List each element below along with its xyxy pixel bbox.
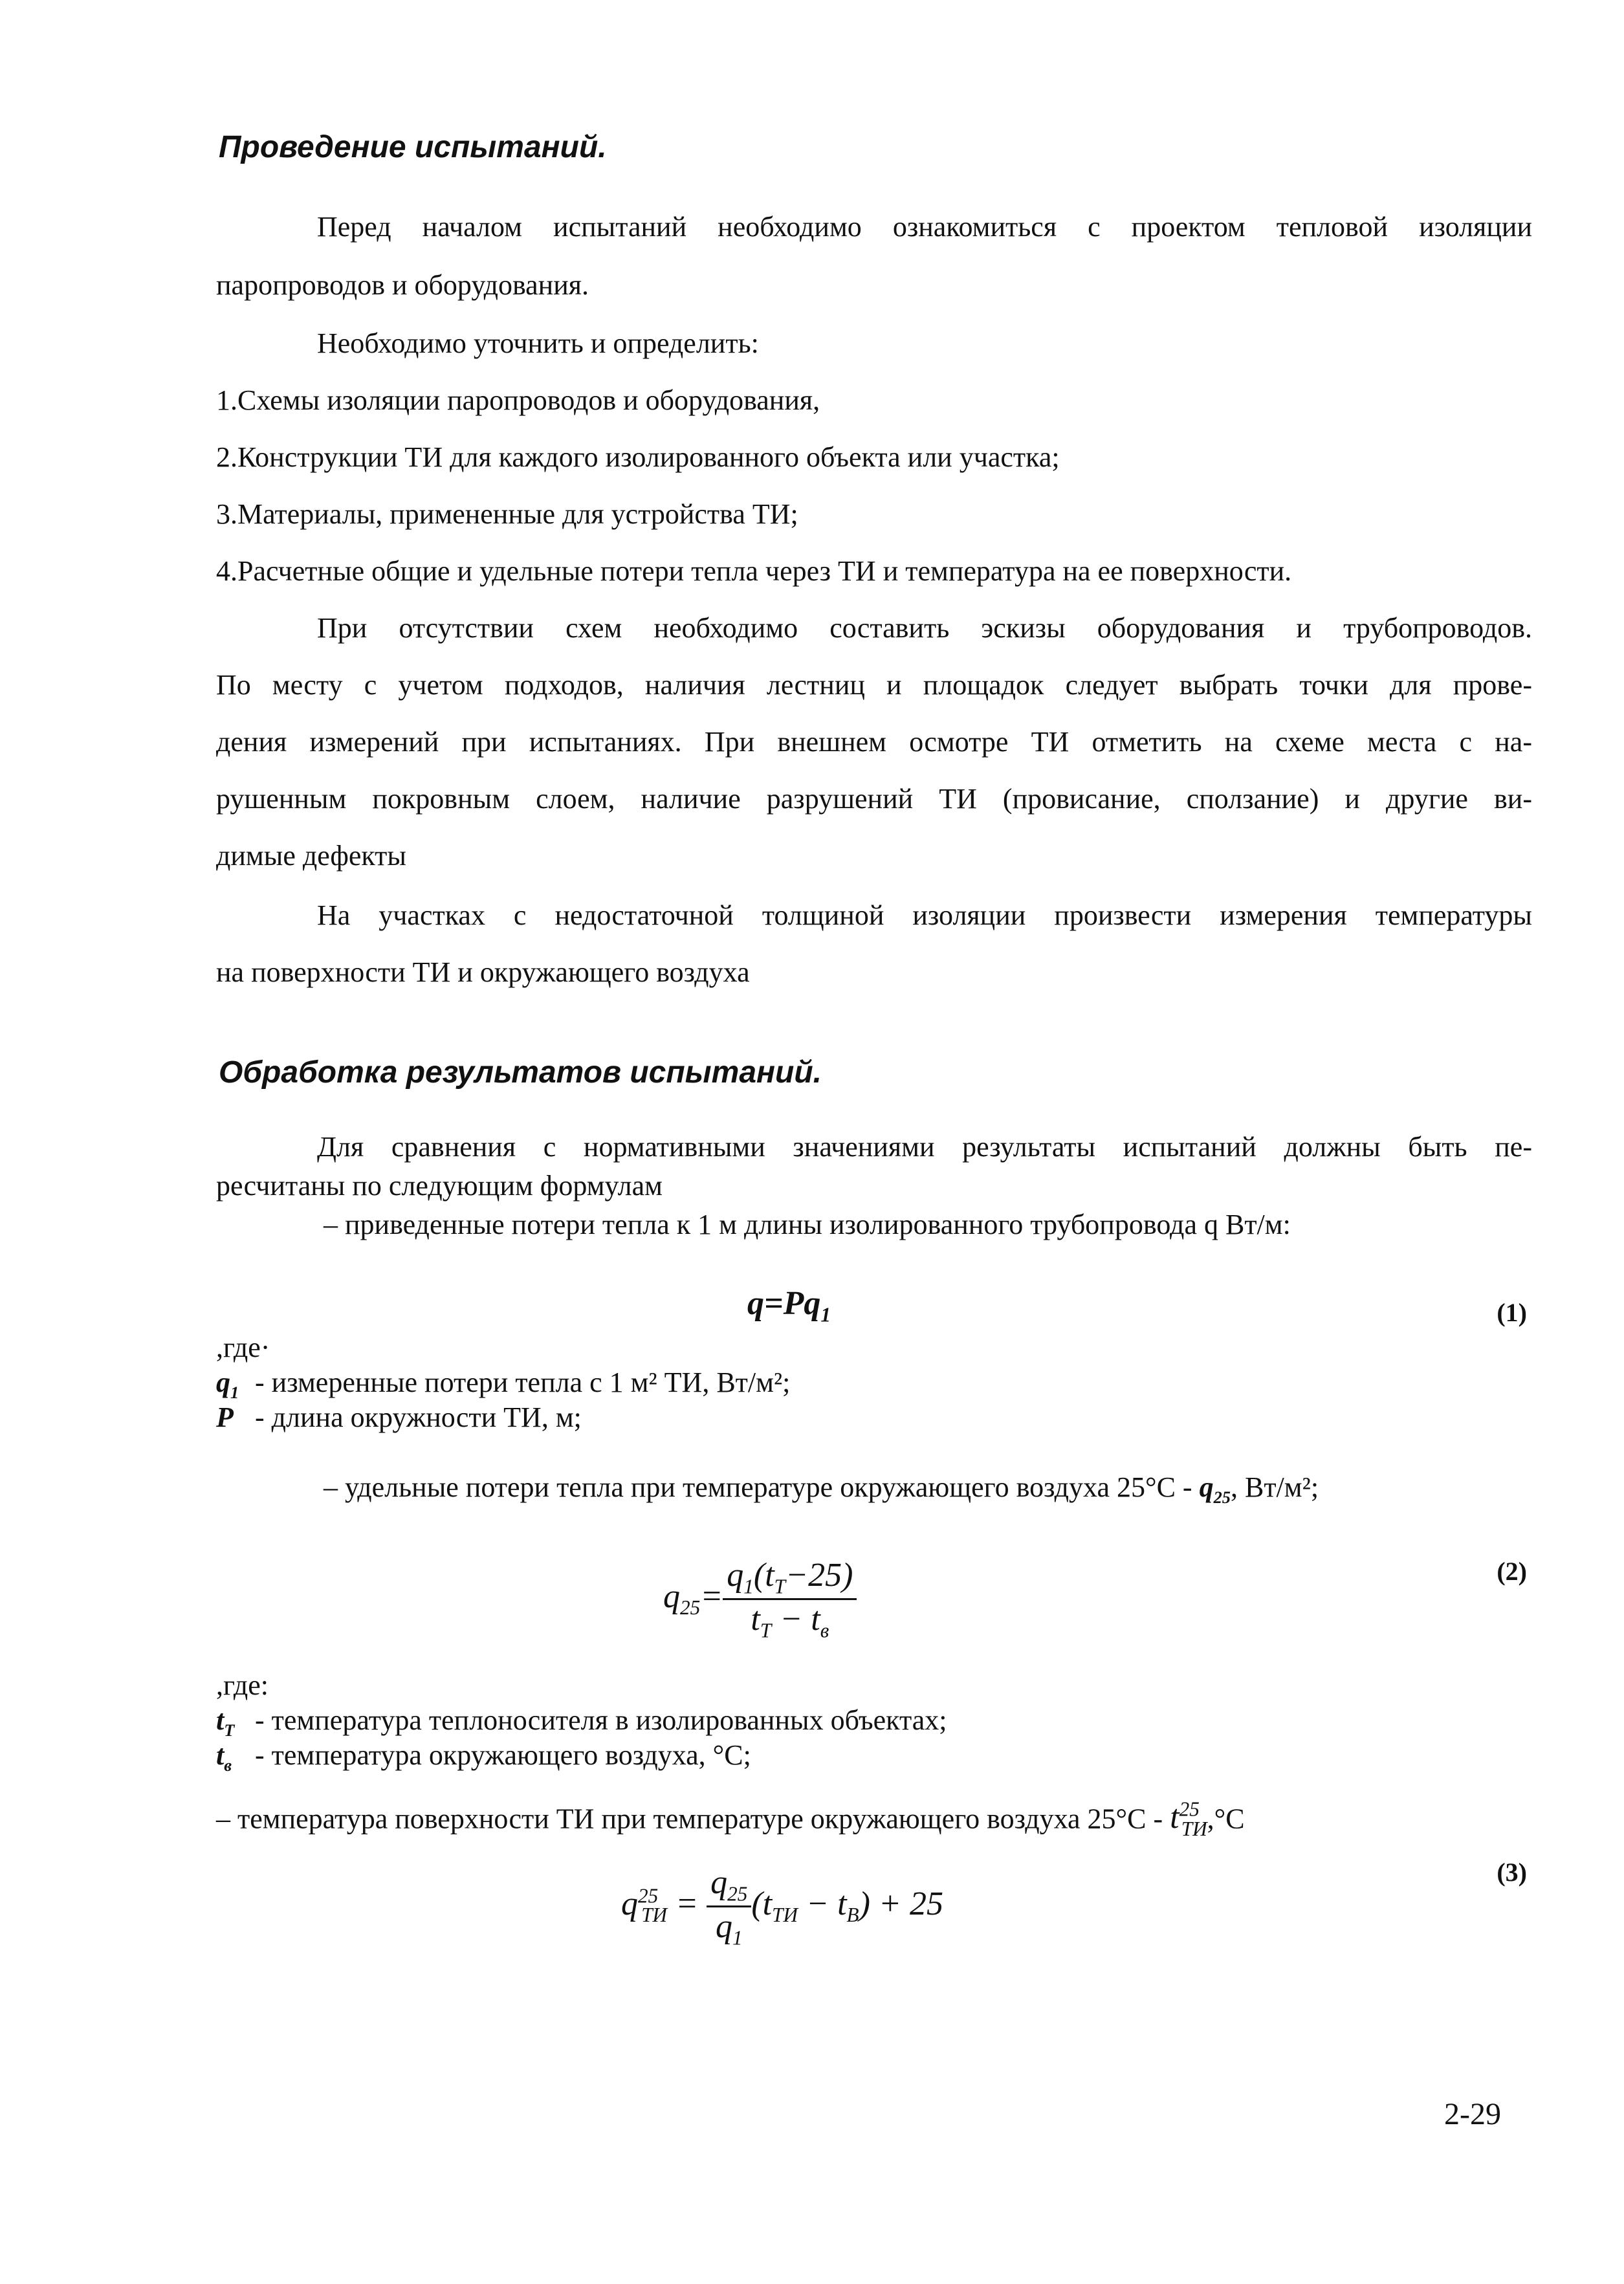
equation-number: (3) (1497, 1858, 1527, 1887)
paragraph-schemes-line: рушенным покровным слоем, наличие разрушений ТИ (провисание, сползание) и другие ви- (216, 783, 1532, 815)
equation-number: (1) (1497, 1298, 1527, 1327)
paragraph-schemes-line: дения измерений при испытаниях. При внешнем осмотре ТИ отметить на схеме места с на- (216, 726, 1532, 758)
definition-P: P - длина окружности ТИ, м; (216, 1401, 582, 1433)
formula-item-2: – удельные потери тепла при температуре окружающего воздуха $25^\circ С - q_{25}$, Вт/м²; (324, 1471, 1319, 1507)
list-item: 1.Схемы изоляции паропроводов и оборудования, (216, 384, 820, 416)
list-item: 2.Конструкции ТИ для каждого изолированного объекта или участка; (216, 441, 1060, 473)
formula-item-1: – приведенные потери тепла к 1 м длины изолированного трубопровода q Вт/м: (324, 1209, 1291, 1240)
paragraph-clarify: Необходимо уточнить и определить: (317, 327, 759, 359)
paragraph-schemes-line: По месту с учетом подходов, наличия лестниц и площадок следует выбрать точки для прове- (216, 669, 1532, 701)
paragraph-schemes-line: димые дефекты (216, 840, 406, 872)
section-title-testing: Проведение испытаний. (219, 130, 607, 164)
paragraph-intro-line1: Перед началом испытаний необходимо ознакомиться с проектом тепловой изоляции (317, 211, 1532, 243)
list-item: 4.Расчетные общие и удельные потери тепла через ТИ и температура на ее поверхности. (216, 555, 1292, 587)
page-number: 2-29 (1444, 2097, 1501, 2131)
section-title-processing: Обработка результатов испытаний. (219, 1055, 822, 1090)
equation-number: (2) (1497, 1557, 1527, 1586)
equation-2: $q_{25}=$ $\frac{q_1(t_T-25)}{t_T - t_в}$ (663, 1556, 857, 1643)
paragraph-measure-line: На участках с недостаточной толщиной изоляции произвести измерения температуры (317, 899, 1532, 931)
formula-item-3: – температура поверхности ТИ при температуре окружающего воздуха $25^\circ С - t^{25}_{ТИ},^\circ С$ (216, 1798, 1245, 1840)
paragraph-compare-line1: Для сравнения с нормативными значениями результаты испытаний должны быть пе- (317, 1131, 1532, 1163)
paragraph-intro-line2: паропроводов и оборудования. (216, 269, 589, 301)
paragraph-compare-line2: ресчитаны по следующим формулам (216, 1170, 663, 1202)
paragraph-measure-line: на поверхности ТИ и окружающего воздуха (216, 956, 750, 988)
paragraph-schemes-line: При отсутствии схем необходимо составить эскизы оборудования и трубопроводов. (317, 612, 1532, 644)
list-item: 3.Материалы, примененные для устройства ТИ; (216, 498, 798, 530)
equation-3: $q^{25}_{ТИ}$ = $\frac{q_{25}}{q_1}$ $(t_{ТИ} - t_В) + 25$ (621, 1864, 943, 1949)
where-label: ,где· (216, 1332, 270, 1363)
definition-q1: $q_1$ - измеренные потери тепла с 1 м² ТИ, Вт/м²; (216, 1367, 791, 1402)
definition-tv: $t_в$ - температура окружающего воздуха, °С; (216, 1739, 751, 1775)
equation-1: $q=Pq_1$ (747, 1285, 831, 1326)
where-label: ,где: (216, 1669, 269, 1701)
definition-tT: $t_T$ - температура теплоносителя в изолированных объектах; (216, 1704, 947, 1740)
